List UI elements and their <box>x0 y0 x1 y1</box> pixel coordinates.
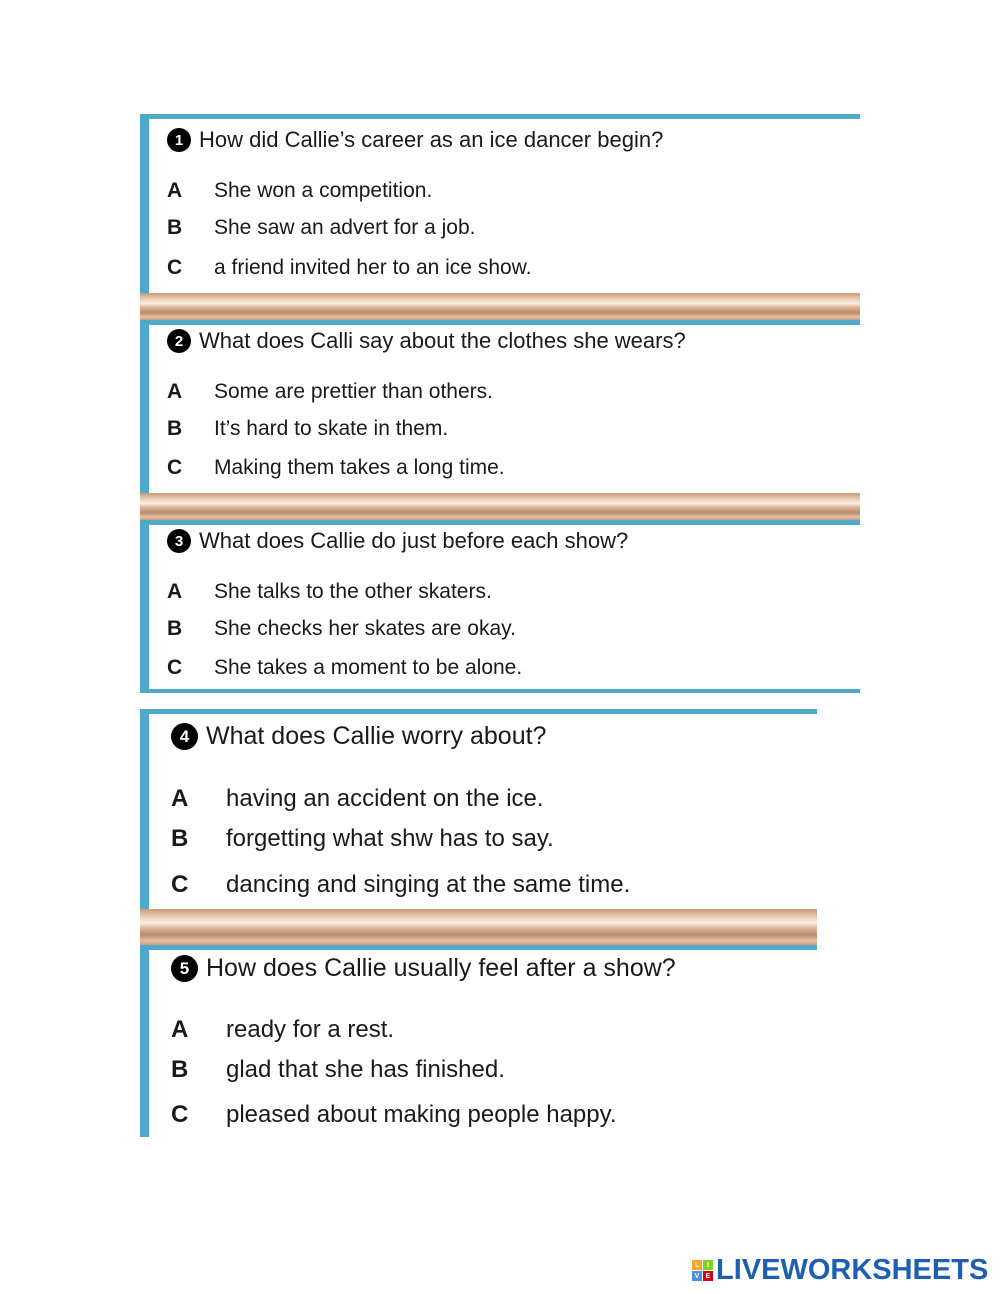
brand-name: LIVEWORKSHEETS <box>716 1254 989 1286</box>
option-text: having an accident on the ice. <box>226 785 544 812</box>
question-text: What does Callie do just before each show? <box>199 528 629 553</box>
option-text: a friend invited her to an ice show. <box>214 256 532 279</box>
option-text: ready for a rest. <box>226 1016 395 1043</box>
option-letter: A <box>171 785 189 812</box>
option-text: dancing and singing at the same time. <box>226 871 631 898</box>
question-card-3 <box>140 520 860 693</box>
option-letter: A <box>167 380 183 403</box>
option-letter: C <box>167 456 183 479</box>
question-block-2 <box>140 709 817 1137</box>
option-letter: C <box>167 656 183 679</box>
divider-band <box>140 493 860 520</box>
option-text: Some are prettier than others. <box>214 380 493 403</box>
logo-mark-icon <box>692 1260 713 1281</box>
question-4 <box>171 722 546 751</box>
question-3 <box>167 528 628 554</box>
option-text: She takes a moment to be alone. <box>214 656 523 679</box>
question-card-5 <box>140 945 817 1137</box>
option-letter: A <box>167 179 183 202</box>
option-letter: A <box>171 1016 189 1043</box>
option-text: forgetting what shw has to say. <box>226 825 554 852</box>
option-letter: B <box>167 216 183 239</box>
question-text: How does Callie usually feel after a show? <box>206 954 676 982</box>
question-1 <box>167 127 663 153</box>
option-letter: A <box>167 580 183 603</box>
option-text: She talks to the other skaters. <box>214 580 492 603</box>
question-text: How did Callie’s career as an ice dancer begin? <box>199 127 664 152</box>
question-number-badge: 1 <box>167 128 191 152</box>
option-letter: B <box>171 1056 189 1083</box>
option-letter: C <box>171 1101 189 1128</box>
liveworksheets-logo[interactable] <box>692 1254 988 1287</box>
option-letter: C <box>171 871 189 898</box>
logo-letter-e: E <box>703 1271 713 1281</box>
divider-band <box>140 293 860 320</box>
option-text: It’s hard to skate in them. <box>214 417 449 440</box>
question-card-4 <box>140 709 817 909</box>
question-text: What does Calli say about the clothes she wears? <box>199 328 686 353</box>
option-letter: B <box>167 617 183 640</box>
option-text: She won a competition. <box>214 179 433 202</box>
option-letter: C <box>167 256 183 279</box>
divider-band <box>140 909 817 945</box>
option-text: Making them takes a long time. <box>214 456 505 479</box>
option-letter: B <box>171 825 189 852</box>
option-text: She saw an advert for a job. <box>214 216 476 239</box>
question-number-badge: 3 <box>167 529 191 553</box>
logo-letter-l: L <box>692 1260 702 1270</box>
option-text: glad that she has finished. <box>226 1056 505 1083</box>
option-text: pleased about making people happy. <box>226 1101 617 1128</box>
question-block-1 <box>140 114 860 679</box>
question-text: What does Callie worry about? <box>206 722 547 750</box>
question-5 <box>171 954 676 983</box>
question-2 <box>167 328 686 354</box>
question-number-badge: 2 <box>167 329 191 353</box>
logo-letter-v: V <box>692 1271 702 1281</box>
logo-letter-i: I <box>703 1260 713 1270</box>
question-card-2 <box>140 320 860 493</box>
question-number-badge: 4 <box>171 723 198 750</box>
question-card-1 <box>140 114 860 293</box>
option-text: She checks her skates are okay. <box>214 617 516 640</box>
option-letter: B <box>167 417 183 440</box>
question-number-badge: 5 <box>171 955 198 982</box>
